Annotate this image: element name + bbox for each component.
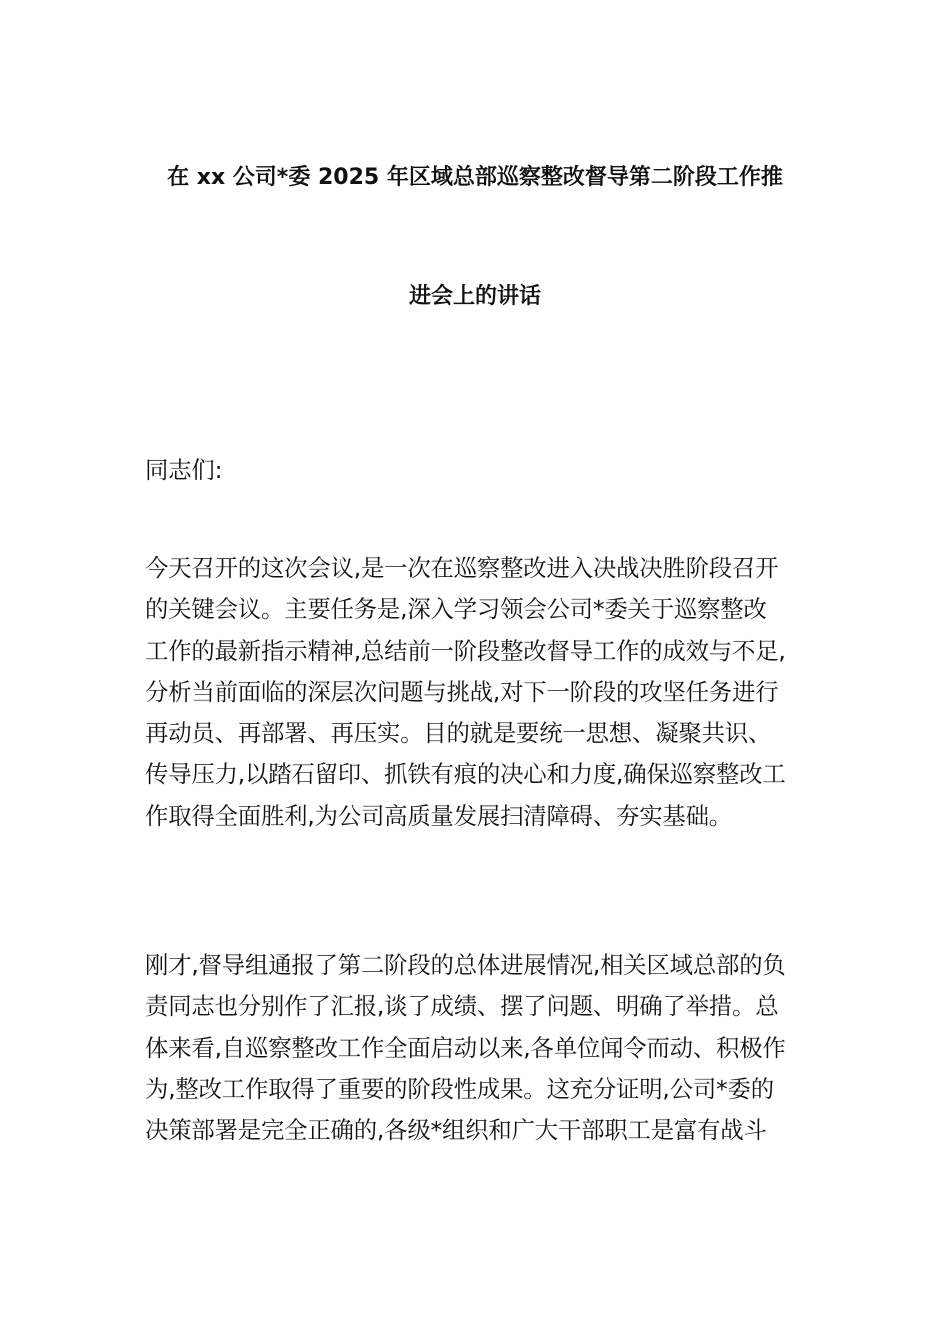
paragraph-line: 体来看,自巡察整改工作全面启动以来,各单位闻令而动、积极作	[145, 1033, 786, 1062]
paragraph-line: 的关键会议。主要任务是,深入学习领会公司*委关于巡察整改	[145, 595, 767, 624]
document-title-line-1: 在 xx 公司*委 2025 年区域总部巡察整改督导第二阶段工作推	[167, 165, 783, 190]
paragraph-line: 传导压力,以踏石留印、抓铁有痕的决心和力度,确保巡察整改工	[145, 760, 786, 789]
salutation-text: 同志们:	[145, 456, 223, 484]
paragraph-line: 分析当前面临的深层次问题与挑战,对下一阶段的攻坚任务进行	[145, 677, 779, 706]
paragraph-2	[145, 945, 807, 1151]
paragraph-line: 工作的最新指示精神,总结前一阶段整改督导工作的成效与不足,	[145, 636, 786, 665]
paragraph-line: 再动员、再部署、再压实。目的就是要统一思想、凝聚共识、	[145, 719, 772, 748]
paragraph-line: 为,整改工作取得了重要的阶段性成果。这充分证明,公司*委的	[145, 1074, 774, 1103]
paragraph-line: 决策部署是完全正确的,各级*组织和广大干部职工是富有战斗	[145, 1116, 767, 1145]
salutation	[145, 450, 807, 491]
paragraph-1	[145, 548, 807, 837]
paragraph-line: 刚才,督导组通报了第二阶段的总体进展情况,相关区域总部的负	[145, 951, 786, 979]
paragraph-line: 作取得全面胜利,为公司高质量发展扫清障碍、夯实基础。	[145, 801, 732, 830]
paragraph-line: 今天召开的这次会议,是一次在巡察整改进入决战决胜阶段召开	[145, 554, 779, 582]
document-title-line-2: 进会上的讲话	[408, 284, 541, 309]
paragraph-line: 责同志也分别作了汇报,谈了成绩、摆了问题、明确了举措。总	[145, 992, 779, 1021]
